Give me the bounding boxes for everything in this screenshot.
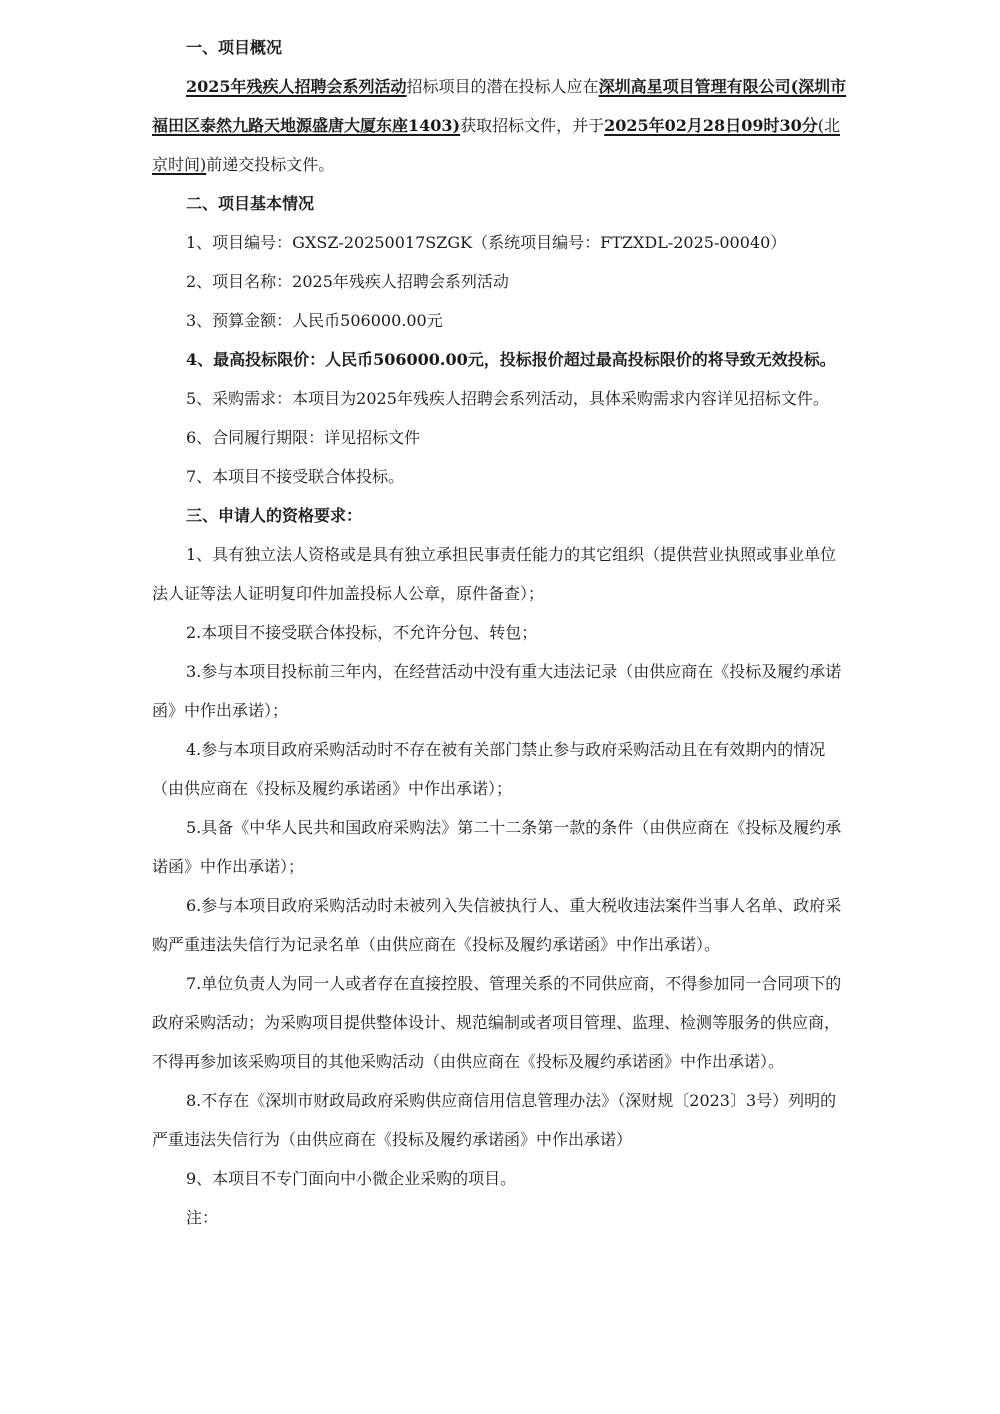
section-1-heading: 一、项目概况 — [186, 38, 283, 57]
deadline-time: 09时30分 — [741, 116, 818, 135]
section-3-heading: 三、申请人的资格要求： — [186, 506, 363, 525]
agency-address: (深圳市福田区泰然九路天地源盛唐大厦东座1403) — [152, 77, 847, 135]
project-name-highlight: 2025年残疾人招聘会系列活动 — [186, 77, 407, 96]
project-number: 1、项目编号：GXSZ-20250017SZGK（系统项目编号：FTZXDL-2025-00040） — [186, 233, 787, 252]
qualification-item: 4.参与本项目政府采购活动时不存在被有关部门禁止参与政府采购活动且在有效期内的情况（由供应商在《投标及履约承诺函》中作出承诺）； — [152, 740, 826, 798]
beijing-time-note: (北京时间) — [152, 116, 840, 174]
text-segment: 前递交投标文件。 — [206, 155, 335, 174]
text-segment: 招标项目的潜在投标人应在 — [406, 77, 599, 96]
budget-amount: 3、预算金额：人民币506000.00元 — [186, 311, 443, 330]
agency-name: 深圳高星项目管理有限公司 — [598, 77, 791, 96]
qualification-item: 3.参与本项目投标前三年内，在经营活动中没有重大违法记录（由供应商在《投标及履约承诺函》中作出承诺）； — [152, 662, 842, 720]
qualification-item: 7.单位负责人为同一人或者存在直接控股、管理关系的不同供应商，不得参加同一合同项下的政府采购活动；为采购项目提供整体设计、规范编制或者项目管理、监理、检测等服务的供应商，不得再参加该采购项目的其他采购活动（由供应商在《投标及履约承诺函》中作出承诺）。 — [152, 974, 842, 1071]
qualification-item: 9、本项目不专门面向中小微企业采购的项目。 — [186, 1169, 517, 1188]
project-title: 2、项目名称：2025年残疾人招聘会系列活动 — [186, 272, 509, 291]
contract-period: 6、合同履行期限：详见招标文件 — [186, 428, 421, 447]
section-1-paragraph — [152, 67, 852, 184]
max-bid-limit: 4、最高投标限价：人民币506000.00元，投标报价超过最高投标限价的将导致无效投标。 — [186, 350, 836, 369]
qualification-item: 1、具有独立法人资格或是具有独立承担民事责任能力的其它组织（提供营业执照或事业单位法人证等法人证明复印件加盖投标人公章，原件备查）； — [152, 545, 837, 603]
procurement-requirement: 5、采购需求：本项目为2025年残疾人招聘会系列活动，具体采购需求内容详见招标文件。 — [186, 389, 829, 408]
document-body — [152, 28, 852, 1237]
qualification-item: 2.本项目不接受联合体投标，不允许分包、转包； — [186, 623, 538, 642]
text-segment: 获取招标文件，并于 — [460, 116, 605, 135]
qualification-item: 5.具备《中华人民共和国政府采购法》第二十二条第一款的条件（由供应商在《投标及履约承诺函》中作出承诺）； — [152, 818, 842, 876]
qualification-item: 6.参与本项目政府采购活动时未被列入失信被执行人、重大税收违法案件当事人名单、政府采购严重违法失信行为记录名单（由供应商在《投标及履约承诺函》中作出承诺）。 — [152, 896, 842, 954]
deadline-date: 2025年02月28日 — [604, 116, 742, 135]
section-2-heading: 二、项目基本情况 — [186, 194, 315, 213]
note-label: 注： — [186, 1208, 219, 1227]
qualification-item: 8.不存在《深圳市财政局政府采购供应商信用信息管理办法》（深财规〔2023〕3号）列明的严重违法失信行为（由供应商在《投标及履约承诺函》中作出承诺） — [152, 1091, 837, 1149]
no-consortium: 7、本项目不接受联合体投标。 — [186, 467, 405, 486]
